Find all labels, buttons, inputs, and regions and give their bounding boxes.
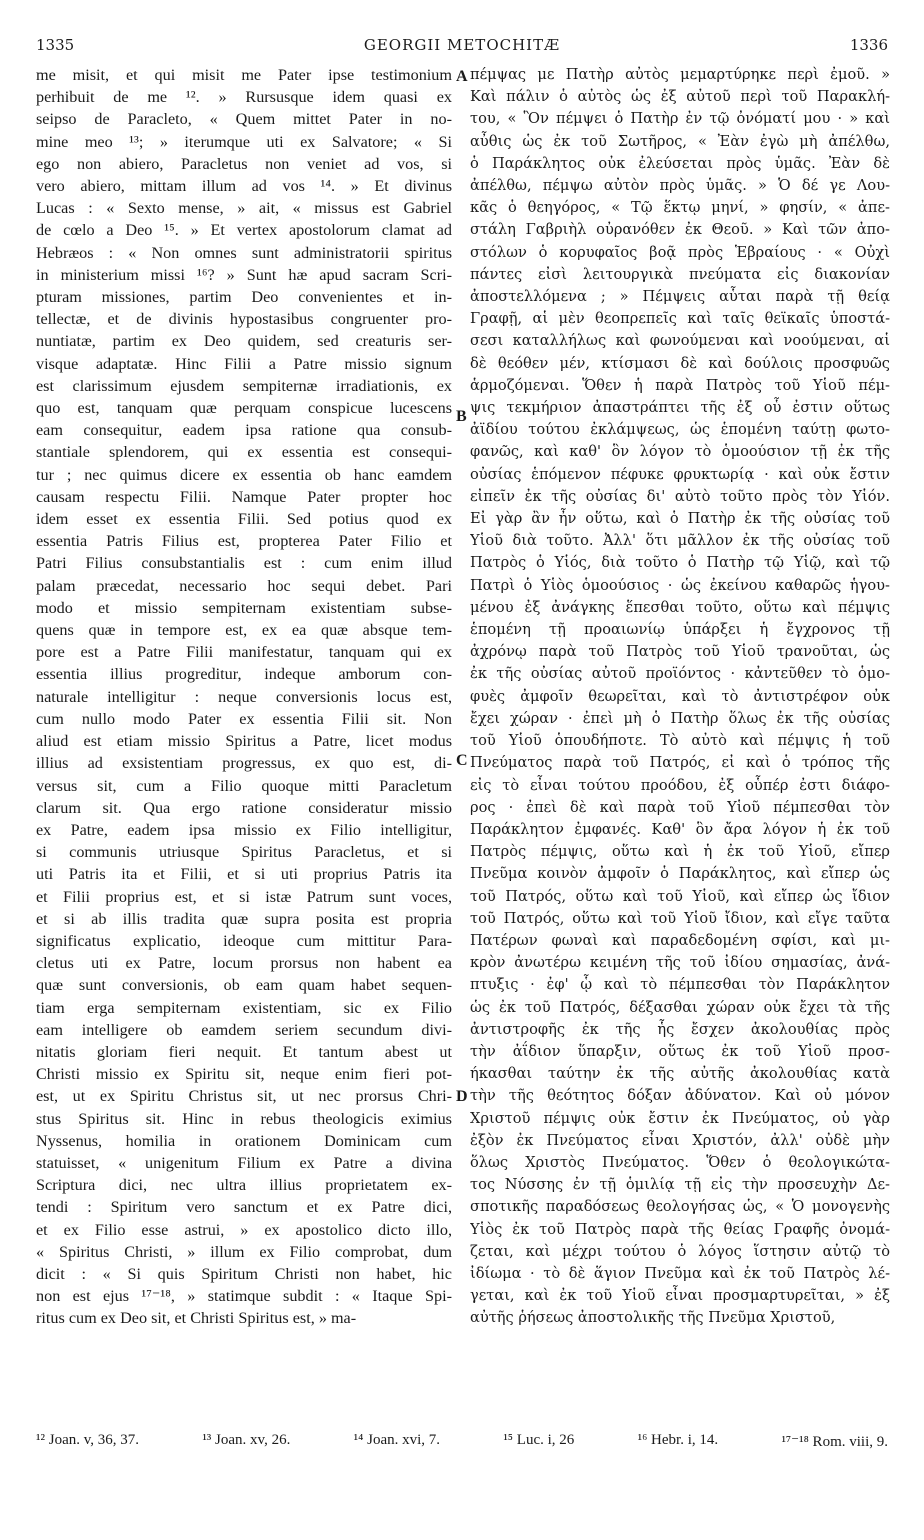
latin-text-line: pturam missiones, partim Deo convenientes et in- [36, 288, 452, 307]
latin-text-line: mine meo ¹³; » iterumque uti ex Salvatore; « Si [36, 132, 452, 151]
greek-text-line: τος Νύσσης ἐν τῇ ὁμιλίᾳ τῇ εἰς τὴν προσευχὴν Δε- [470, 1176, 890, 1194]
greek-text-line: στάλη Γαβριὴλ οὐρανόθεν ἐκ Θεοῦ. » Καὶ τῶν ἀπο- [470, 221, 890, 239]
greek-text-line: ζεται, καὶ μέχρι τούτου ὁ λόγος ἵστησιν αὐτῷ τὸ [470, 1242, 890, 1260]
greek-text-line: ὡς ἐκ τοῦ Πατρός, δέξασθαι χώραν οὐκ ἔχει τὰ τῆς [470, 998, 890, 1016]
greek-text-line: οὐσίας ἑπόμενον πέφυκε φρυκτωρίᾳ · καὶ οὐκ ἔστιν [470, 465, 890, 483]
latin-text-line: et ex Filio esse astrui, » ex apostolico dicto illo, [36, 1220, 452, 1239]
footnote: ¹⁶ Hebr. i, 14. [637, 1432, 719, 1448]
latin-text-line: quens quæ in tempore est, ex ea quæ absque tem- [36, 621, 452, 640]
latin-text-line: eam consequitur, eadem ipsa ratione qua consub- [36, 421, 452, 440]
latin-text-line: pore est a Patre Filii manifestatur, tanquam qui ex [36, 643, 452, 662]
greek-text-line: Παράκλητον ἐμφανές. Καθ' ὃν ἄρα λόγον ἡ ἐκ τοῦ [470, 820, 890, 838]
greek-text-line: ἀχρόνῳ παρὰ τοῦ Πατρὸς τοῦ Υἱοῦ τρανοῦται, ὡς [470, 643, 890, 661]
greek-text-line: Πατέρων φωναὶ καὶ παραδεδομένη σφίσι, καὶ μι- [470, 931, 890, 949]
latin-text-line: naturale intelligitur : neque conversionis locus est, [36, 687, 452, 706]
greek-text-line: μένου ἐξ ἀνάγκης ἕπεσθαι τοῦτο, οὕτω καὶ πέμψις [470, 598, 890, 616]
latin-text-line: uti Patris ita et Filii, et si uti proprius Patris ita [36, 865, 452, 884]
latin-text-line: ex Patre, eadem ipsa missio ex Filio intelligitur, [36, 820, 452, 839]
greek-text-line: τοῦ Υἱοῦ ὁπουδήποτε. Τὸ αὐτὸ καὶ πέμψις ἡ τοῦ [470, 732, 890, 750]
greek-text-line: σεσι καταλλήλως καὶ φωνούμεναι καὶ νοούμεναι, αἱ [470, 332, 890, 350]
page-number-right: 1336 [849, 36, 888, 54]
latin-text-line: et si ab illis tradita quæ supra posita est propria [36, 909, 452, 928]
latin-text-line: « Spiritus Christi, » illum ex Filio comprobat, dum [36, 1242, 452, 1261]
greek-text-line: Υἱοῦ διὰ τοῦτο. Ἀλλ' ὅτι μᾶλλον ἐκ τῆς οὐσίας τοῦ [470, 532, 890, 550]
latin-text-line: Patri Filius consubstantialis est : cum enim illud [36, 554, 452, 573]
greek-text-line: ἐκ τῆς οὐσίας αὐτοῦ προϊόντος · κἀντεῦθεν τὸ ὁμο- [470, 665, 890, 683]
latin-text-line: clarum sit. Qua ergo ratione consideratur missio [36, 798, 452, 817]
greek-text-line: κᾶς ὁ θεηγόρος, « Τῷ ἕκτῳ μηνί, » φησίν, « ἀπε- [470, 199, 890, 217]
latin-text-line: Lucas : « Sexto mense, » ait, « missus est Gabriel [36, 199, 452, 218]
latin-text-line: causam respectu Filii. Namque Pater propter hoc [36, 487, 452, 506]
latin-text-line: essentia illius progreditur, indeque amborum con- [36, 665, 452, 684]
greek-text-line: σποτικῆς παραδόσεως θεολογήσας ὡς, « Ὁ μονογενὴς [470, 1198, 890, 1216]
latin-text-line: perhibuit de me ¹². » Rursusque idem quasi ex [36, 88, 452, 107]
greek-text-line: Πατρὶ ὁ Υἱὸς ὁμοούσιος · ὡς ἐκείνου καθαρῶς ἡγου- [470, 576, 890, 594]
greek-text-line: Πατρὸς ὁ Υἱός, διὰ τοῦτο ὁ Πατὴρ τῷ Υἱῷ, καὶ τῷ [470, 554, 890, 572]
latin-text-line: vero abiero, mittam illum ad vos ¹⁴. » Et divinus [36, 177, 452, 196]
footnote: ¹⁵ Luc. i, 26 [503, 1432, 575, 1448]
latin-text-line: dicit : « Si quis Spiritum Christi non habet, hic [36, 1264, 452, 1283]
greek-column [470, 64, 890, 1330]
greek-text-line: φυὲς ἀμφοῖν θεωρεῖται, καὶ τὸ ἀντιστρέφον οὐκ [470, 687, 890, 705]
greek-text-line: ἀϊδίου τούτου ἐκλάμψεως, ὡς ἑπομένη ταύτῃ φωτο- [470, 421, 890, 439]
latin-text-line: essentia Patris Filius est, propterea Pater Filio et [36, 532, 452, 551]
greek-text-line: Καὶ πάλιν ὁ αὐτὸς ὡς ἐξ αὐτοῦ περὶ τοῦ Παρακλή- [470, 88, 890, 106]
footnote: ¹⁴ Joan. xvi, 7. [353, 1432, 441, 1448]
latin-text-line: quæ sunt conversionis, ob eam quam habet sequen- [36, 976, 452, 995]
latin-text-line: palam præcedat, necessario hoc sequi debet. Pari [36, 576, 452, 595]
greek-text-line: ἐξὸν ἐκ Πνεύματος εἶναι Χριστόν, ἀλλ' οὐδὲ μὴν [470, 1131, 890, 1149]
greek-text-line: εἰς τὸ εἶναι τούτου προόδου, ἐξ οὗπέρ ἐστι διάφο- [470, 776, 890, 794]
margin-marker-d: D [456, 1088, 468, 1105]
greek-text-line: ἀποστελλόμενα ; » Πέμψεις αὗται παρὰ τῇ θείᾳ [470, 288, 890, 306]
greek-text-line: Πατρὸς πέμψις, οὕτω καὶ ἡ ἐκ τοῦ Υἱοῦ, εἴπερ [470, 843, 890, 861]
latin-text-line: est clarissimum ejusdem sempiternæ irradiationis, ex [36, 376, 452, 395]
latin-text-line: seipso de Paracleto, « Quem mittet Pater in no- [36, 110, 452, 129]
greek-text-line: τοῦ Πατρός, οὕτω καὶ τοῦ Υἱοῦ, καὶ εἴπερ ὡς ἴδιον [470, 887, 890, 905]
latin-text-line: ritus cum ex Deo sit, et Christi Spiritus est, » ma- [36, 1309, 357, 1328]
margin-marker-a: A [456, 68, 468, 85]
greek-text-line: φανῶς, καὶ καθ' ὃν λόγον τὸ ὁμοούσιον τῇ ἐκ τῆς [470, 443, 890, 461]
margin-marker-b: B [456, 408, 467, 425]
greek-text-line: τὴν ἀΐδιον ὕπαρξιν, οὕτως ἐκ τοῦ Υἱοῦ προσ- [470, 1042, 890, 1060]
greek-text-line: δὲ θεόθεν μέν, κτίσμασι δὲ καὶ δούλοις προσφυῶς [470, 354, 890, 372]
latin-text-line: cletus uti ex Patre, locum prorsus non habent ea [36, 954, 452, 973]
latin-text-line: Hebræos : « Non omnes sunt administratorii spiritus [36, 243, 452, 262]
latin-text-line: versus sit, cum a Filio quoque mitti Paracletum [36, 776, 452, 795]
greek-text-line: αὐτῆς ῥήσεως ἀποστολικῆς τῆς Πνεῦμα Χριστοῦ, [470, 1309, 836, 1327]
greek-text-line: Χριστοῦ πέμψις οὐκ ἔστιν ἐκ Πνεύματος, οὐ γὰρ [470, 1109, 890, 1127]
latin-column [36, 64, 452, 1330]
latin-text-line: Nyssenus, homilia in orationem Dominicam cum [36, 1131, 452, 1150]
latin-text-line: ego non abiero, Paracletus non veniet ad vos, si [36, 154, 452, 173]
latin-text-line: tur ; nec quimus dicere ex essentia ob hanc eamdem [36, 465, 452, 484]
greek-text-line: κρὸν ἀνωτέρω κειμένη τῆς τοῦ ἰδίου σημασίας, ἀνά- [470, 954, 890, 972]
greek-text-line: ἀντιστροφῆς ἐκ τῆς ἧς ἔσχεν ἀκολουθίας πρὸς [470, 1020, 890, 1038]
latin-text-line: nuntiatæ, partim ex Deo quidem, sed creaturis ser- [36, 332, 452, 351]
greek-text-line: του, « Ὃν πέμψει ὁ Πατὴρ ἐν τῷ ὀνόματί μου · » καὶ [470, 110, 890, 128]
greek-text-line: Πνεῦμα κοινὸν ἀμφοῖν ὁ Παράκλητος, καὶ εἴπερ ὡς [470, 865, 890, 883]
footnote: ¹² Joan. v, 36, 37. [36, 1432, 140, 1448]
latin-text-line: stus Spiritus sit. Hinc in rebus theologicis eximius [36, 1109, 452, 1128]
greek-text-line: πτυξις · ἐφ' ᾧ καὶ τὸ πέμπεσθαι τὸν Παράκλητον [470, 976, 890, 994]
greek-text-line: αὖθις ὡς ἐκ τοῦ Σωτῆρος, « Ἐὰν ἐγὼ μὴ ἀπέλθω, [470, 132, 890, 150]
latin-text-line: illius ad exsistentiam progressus, ex quo est, di- [36, 754, 452, 773]
footnotes [36, 1432, 888, 1451]
greek-text-line: ἑπομένη τῇ προαιωνίῳ ὑπάρξει ἡ ἔγχρονος τῇ [470, 621, 890, 639]
latin-text-line: aliud est etiam missio Spiritus a Patre, licet modus [36, 732, 452, 751]
footnote: ¹³ Joan. xv, 26. [202, 1432, 291, 1448]
greek-text-line: ὁ Παράκλητος οὐκ ἐλεύσεται πρὸς ὑμᾶς. Ἐὰν δὲ [470, 154, 890, 172]
page-header [36, 36, 888, 58]
greek-text-line: ἰδίωμα · τὸ δὲ ἅγιον Πνεῦμα καὶ ἐκ τοῦ Πατρὸς λέ- [470, 1264, 890, 1282]
greek-text-line: τὴν τῆς θεότητος δόξαν ἀδύνατον. Καὶ οὐ μόνον [470, 1087, 890, 1105]
greek-text-line: τοῦ Πατρός, οὕτω καὶ τοῦ Υἱοῦ ἴδιον, καὶ εἴγε ταῦτα [470, 909, 890, 927]
greek-text-line: ήκασθαι ταύτην ἐκ τῆς αὐτῆς ἀκολουθίας κατὰ [470, 1065, 890, 1083]
greek-text-line: ψις τεκμήριον ἀπαστράπτει τῆς ἐξ οὗ ἐστιν οὕτως [470, 399, 890, 417]
latin-text-line: et Filii proprius est, et si istæ Patrum sunt voces, [36, 887, 452, 906]
latin-text-line: non est ejus ¹⁷⁻¹⁸, » statimque subdit : « Itaque Spi- [36, 1287, 452, 1306]
latin-text-line: Scriptura dici, nec ultra illius proprietatem ex- [36, 1176, 452, 1195]
latin-text-line: me misit, et qui misit me Pater ipse testimonium [36, 66, 452, 84]
greek-text-line: στόλων ὁ κορυφαῖος βοᾷ πρὸς Ἑβραίους · « Οὐχὶ [470, 243, 890, 261]
greek-text-line: ἀπέλθω, πέμψω αὐτὸν πρὸς ὑμᾶς. » Ὁ δέ γε Λου- [470, 177, 890, 195]
latin-text-line: visque adaptatæ. Hinc Filii a Patre missio signum [36, 354, 452, 373]
footnote: ¹⁷⁻¹⁸ Rom. viii, 9. [781, 1434, 888, 1450]
greek-text-line: Εἰ γὰρ ἂν ἦν οὕτω, καὶ ὁ Πατὴρ ἐκ τῆς οὐσίας τοῦ [470, 510, 890, 528]
greek-text-line: Γραφῇ, αἱ μὲν θεοπρεπεῖς καὶ ταῖς θεϊκαῖς ὑποστά- [470, 310, 890, 328]
greek-text-line: πέμψας με Πατὴρ αὐτὸς μεμαρτύρηκε περὶ ἐμοῦ. » [470, 66, 890, 83]
latin-text-line: quo est, tanquam quæ perquam conspicue lucescens [36, 399, 452, 418]
latin-text-line: stantiale splendorem, qui ex essentia est consequi- [36, 443, 452, 462]
greek-text-line: εἰπεῖν ἐκ τῆς οὐσίας δι' αὐτὸ τοῦτο πρὸς τὸν Υἱόν. [470, 487, 890, 505]
greek-text-line: ὅλως Χριστὸς Πνεύματος. Ὅθεν ὁ θεολογικώτα- [470, 1153, 890, 1171]
latin-text-line: tiam erga sempiternam existentiam, sic ex Filio [36, 998, 452, 1017]
greek-text-line: γεται, καὶ ἐκ τοῦ Υἱοῦ εἶναι προσμαρτυρεῖται, » ἐξ [470, 1287, 890, 1305]
latin-text-line: cum nullo modo Pater ex essentia Filii sit. Non [36, 709, 452, 728]
greek-text-line: πάντες εἰσὶ λειτουργικὰ πνεύματα εἰς διακονίαν [470, 265, 890, 283]
page-number-left: 1335 [36, 36, 75, 54]
greek-text-line: Υἱὸς ἐκ τοῦ Πατρὸς παρὰ τῆς θείας Γραφῆς ὀνομά- [470, 1220, 890, 1238]
margin-marker-c: C [456, 752, 468, 769]
greek-text-line: ἁρμοζόμεναι. Ὅθεν ἡ παρὰ Πατρὸς τοῦ Υἱοῦ πέμ- [470, 376, 890, 394]
greek-text-line: ἔχει χώραν · ἐπεὶ μὴ ὁ Πατὴρ ὅλως ἐκ τῆς οὐσίας [470, 709, 890, 727]
latin-text-line: nitatis gloriam fieri nequit. Et tantum abest ut [36, 1042, 452, 1061]
greek-text-line: ρος · ἐπεὶ δὲ καὶ παρὰ τοῦ Υἱοῦ πέμπεσθαι τὸν [470, 798, 890, 816]
latin-text-line: modo et missio sempiternam existentiam subse- [36, 598, 452, 617]
latin-text-line: eam intelligere ob eamdem seriem secundum divi- [36, 1020, 452, 1039]
latin-text-line: tendi : Spiritum vero sanctum et ex Patre dici, [36, 1198, 452, 1217]
latin-text-line: idem esset ex essentia Filii. Sed potius quod ex [36, 510, 452, 529]
latin-text-line: est, ut ex Spiritu Christus sit, ut nec prorsus Chri- [36, 1087, 452, 1106]
running-title: GEORGII METOCHITÆ [363, 36, 561, 54]
latin-text-line: significatus explicatio, ideoque cum mittitur Para- [36, 931, 452, 950]
greek-text-line: Πνεύματος παρὰ τοῦ Πατρός, εἰ καὶ ὁ τρόπος τῆς [470, 754, 890, 772]
latin-text-line: statuisset, « unigenitum Filium ex Patre a divina [36, 1153, 452, 1172]
latin-text-line: de cœlo a Deo ¹⁵. » Et vertex apostolorum clamat ad [36, 221, 452, 240]
latin-text-line: tellectæ, et de divinis hypostasibus congruenter pro- [36, 310, 452, 329]
latin-text-line: si communis utriusque Spiritus Paracletus, et si [36, 843, 452, 862]
latin-text-line: Christi missio ex Spiritu sit, neque enim fieri pot- [36, 1065, 452, 1084]
latin-text-line: in ministerium missi ¹⁶? » Sunt hæ apud sacram Scri- [36, 265, 452, 284]
